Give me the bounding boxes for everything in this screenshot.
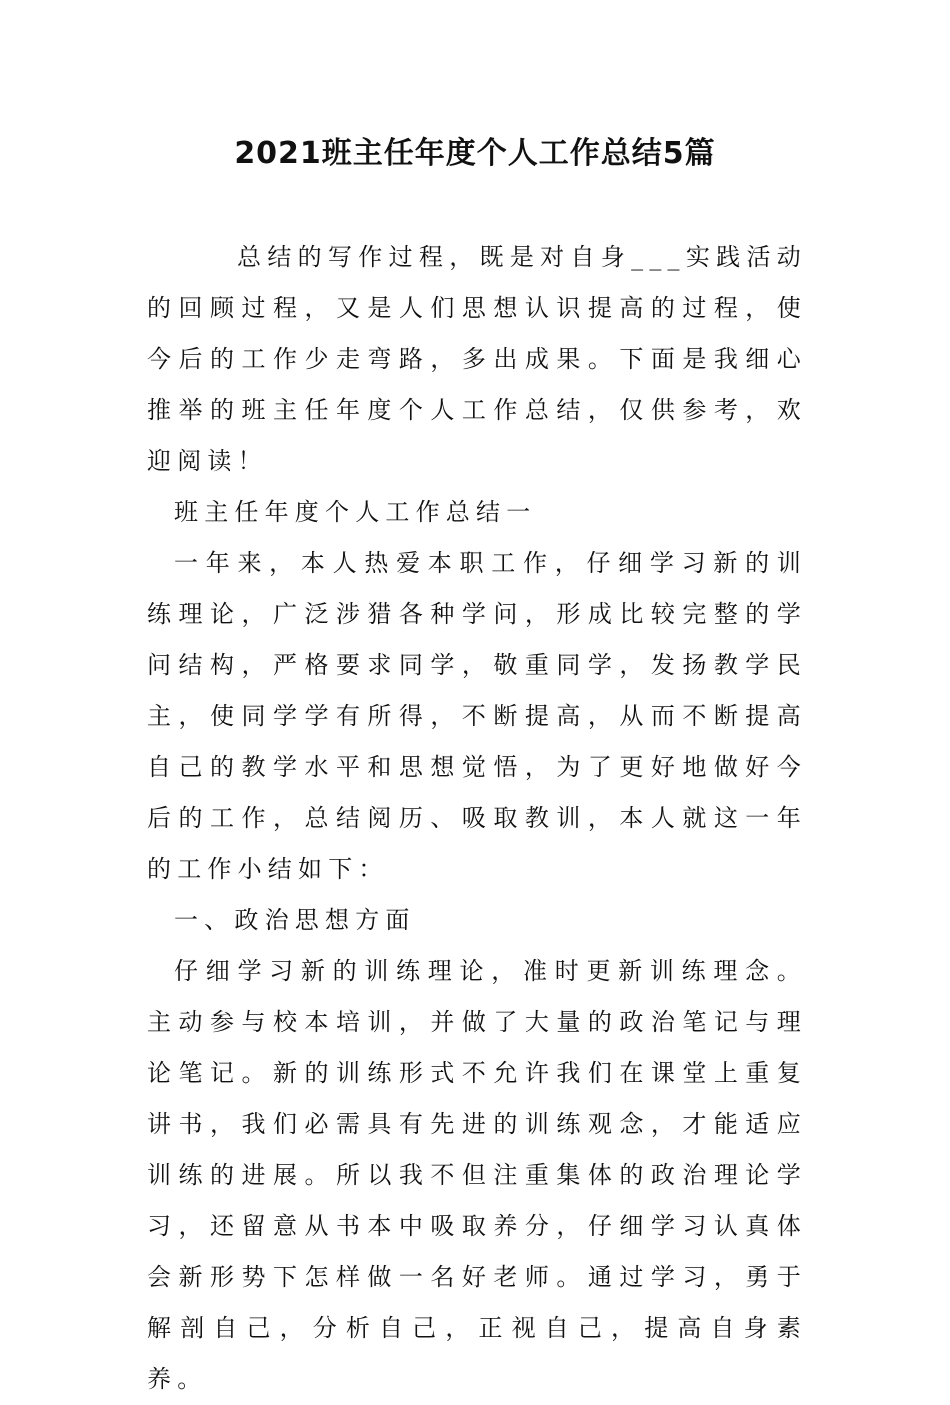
intro-paragraph: 总结的写作过程，既是对自身___实践活动的回顾过程，又是人们思想认识提高的过程，使今后的工作少走弯路，多出成果。下面是我细心推举的班主任年度个人工作总结，仅供参考，欢迎阅读！ <box>147 243 807 475</box>
document-title: 2021班主任年度个人工作总结5篇 <box>234 136 716 171</box>
document-body <box>147 232 807 1405</box>
body-paragraph-overview: 一年来，本人热爱本职工作，仔细学习新的训练理论，广泛涉猎各种学问，形成比较完整的学问结构，严格要求同学，敬重同学，发扬教学民主，使同学学有所得，不断提高，从而不断提高自己的教学水平和思想觉悟，为了更好地做好今后的工作，总结阅历、吸取教训，本人就这一年的工作小结如下： <box>147 549 807 883</box>
section-heading-summary-one: 班主任年度个人工作总结一 <box>174 498 537 526</box>
section-heading-political-thought: 一、政治思想方面 <box>174 906 416 934</box>
body-paragraph-political-thought: 仔细学习新的训练理论，准时更新训练理念。主动参与校本培训，并做了大量的政治笔记与理论笔记。新的训练形式不允许我们在课堂上重复讲书，我们必需具有先进的训练观念，才能适应训练的进展。所以我不但注重集体的政治理论学习，还留意从书本中吸取养分，仔细学习认真体会新形势下怎样做一名好老师。通过学习，勇于解剖自己，分析自己，正视自己，提高自身素养。 <box>147 957 807 1393</box>
